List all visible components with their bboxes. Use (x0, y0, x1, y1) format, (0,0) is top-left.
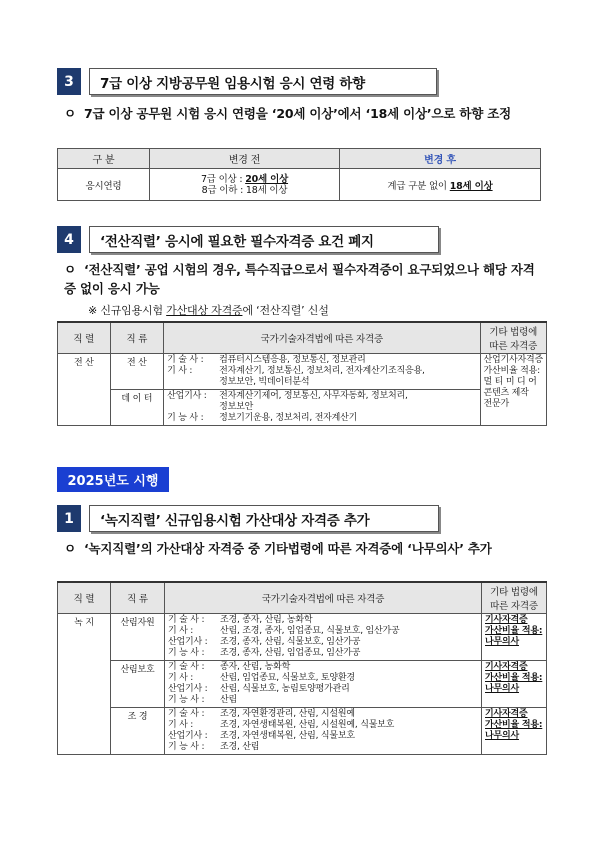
category-cell: 데 이 터 (110, 390, 164, 426)
before-line-1 (153, 174, 336, 185)
cert-list: 정보보안, 빅데이터분석 (219, 377, 310, 387)
section-title: ‘전산직렬’ 응시에 필요한 필수자격증 요건 폐지 (89, 226, 439, 253)
section-3-header (57, 68, 437, 95)
category-cell: 산림보호 (111, 661, 165, 708)
cert-line (168, 709, 478, 720)
other-line: 나무의사 (485, 731, 519, 741)
other-cert-cell (482, 708, 547, 755)
other-line: 전문가 (483, 399, 510, 409)
header-other-cert: 기타 법령에 따른 자격증 (480, 322, 546, 354)
cert-list: 조경, 자연생태복원, 산림, 식물보호 (220, 731, 355, 741)
cert-level: 기 능 사 : (168, 695, 205, 705)
other-line: 산업기사자격증 (483, 355, 543, 365)
other-line: 기사자격증 (485, 662, 528, 672)
cert-line (168, 742, 478, 753)
header-category: 직 류 (111, 582, 165, 614)
cert-list: 전자계산기제어, 정보통신, 사무자동화, 정보처리, (219, 391, 408, 401)
header-national-cert: 국가기술자격법에 따른 자격증 (165, 582, 482, 614)
cert-line (168, 615, 478, 626)
cert-level: 기 술 사 : (167, 355, 204, 365)
age-change-table (57, 148, 541, 201)
header-other-cert: 기타 법령에 따른 자격증 (482, 582, 547, 614)
cert-line (167, 366, 476, 377)
header-series: 직 렬 (58, 582, 111, 614)
cert-cell (165, 661, 482, 708)
section-number: 1 (57, 505, 81, 532)
series-cell: 녹 지 (58, 614, 111, 755)
after-prefix: 계급 구분 없이 (387, 180, 450, 192)
other-line: 나무의사 (485, 637, 519, 647)
before-cell (150, 169, 340, 201)
green-cert-table (57, 581, 547, 755)
header-series: 직 렬 (58, 322, 111, 354)
other-cert-cell (482, 661, 547, 708)
before-value: 20세 이상 (245, 173, 289, 185)
cert-cell (164, 354, 480, 390)
section-1-header (57, 505, 439, 532)
cert-level: 산업기사 : (168, 637, 208, 647)
cert-list: 산림, 조경, 종자, 임업종묘, 식물보호, 임산가공 (220, 626, 400, 636)
cert-list: 조경, 종자, 산림, 식물보호, 임산가공 (220, 637, 361, 647)
note-prefix: ※ 신규임용시험 (88, 304, 167, 317)
cert-cell (165, 708, 482, 755)
cert-level: 기 능 사 : (168, 648, 205, 658)
other-line: 가산비율 적용: (485, 626, 543, 636)
cert-level: 산업기사 : (167, 391, 207, 401)
cert-level: 산업기사 : (168, 684, 208, 694)
row-label: 응시연령 (58, 169, 150, 201)
category-cell: 산림자원 (111, 614, 165, 661)
cert-line (167, 355, 476, 366)
bullet-text: 7급 이상 공무원 시험 응시 연령을 ‘20세 이상’에서 ‘18세 이상’으로 하향 조정 (84, 106, 511, 121)
cert-list: 조경, 종자, 산림, 농화학 (220, 615, 313, 625)
cert-line (167, 413, 476, 424)
category-cell: 전 산 (110, 354, 164, 390)
cert-level: 산업기사 : (168, 731, 208, 741)
category-cell: 조 경 (111, 708, 165, 755)
note-underlined: 가산대상 자격증 (166, 304, 243, 317)
section-3-bullet (64, 104, 544, 123)
cert-line (168, 673, 478, 684)
other-line: 가산비율 적용: (485, 673, 543, 683)
header-category: 직 류 (110, 322, 164, 354)
section-1-bullet (64, 539, 544, 558)
cert-list: 조경, 자연환경관리, 산림, 시설원예 (220, 709, 355, 719)
other-cert-cell (482, 614, 547, 661)
cert-line (168, 731, 478, 742)
cert-level: 기 사 : (168, 626, 194, 636)
bullet-text: ‘녹지직렬’의 가산대상 자격증 중 기타법령에 따른 자격증에 ‘나무의사’ 추가 (84, 541, 492, 556)
section-title: 7급 이상 지방공무원 임용시험 응시 연령 하향 (89, 68, 437, 95)
header-after: 변경 후 (340, 149, 541, 169)
other-line: 멀 티 미 디 어 (483, 377, 537, 387)
cert-level: 기 술 사 : (168, 709, 205, 719)
cert-line (168, 720, 478, 731)
cert-line (168, 662, 478, 673)
cert-line (167, 377, 476, 388)
other-line: 나무의사 (485, 684, 519, 694)
cert-list: 조경, 자연생태복원, 산림, 시설원예, 식물보호 (220, 720, 395, 730)
cert-level: 기 술 사 : (168, 615, 205, 625)
cert-cell (165, 614, 482, 661)
cert-list: 산림, 식물보호, 농림토양평가관리 (220, 684, 350, 694)
cert-line (167, 402, 476, 413)
cert-list: 컴퓨터시스템응용, 정보통신, 정보관리 (219, 355, 366, 365)
other-cert-cell (480, 354, 546, 426)
section-number: 3 (57, 68, 81, 95)
year-badge: 2025년도 시행 (57, 467, 169, 492)
section-title: ‘녹지직렬’ 신규임용시험 가산대상 자격증 추가 (89, 505, 439, 532)
cert-list: 조경, 산림 (220, 742, 260, 752)
cert-line (168, 648, 478, 659)
it-cert-table (57, 321, 547, 426)
cert-level: 기 사 : (167, 366, 193, 376)
cert-level: 기 능 사 : (167, 413, 204, 423)
header-before: 변경 전 (150, 149, 340, 169)
bullet-mark: ㅇ (64, 262, 76, 277)
cert-line (168, 695, 478, 706)
cert-list: 정보보안 (219, 402, 254, 412)
section-4-header (57, 226, 439, 253)
after-cell (340, 169, 541, 201)
cert-list: 조경, 종자, 산림, 임업종묘, 임산가공 (220, 648, 361, 658)
bullet-mark: ㅇ (64, 541, 76, 556)
other-line: 콘텐츠 제작 (483, 388, 529, 398)
cert-level: 기 술 사 : (168, 662, 205, 672)
other-line: 가산비율 적용: (483, 366, 540, 376)
cert-line (168, 626, 478, 637)
cert-line (168, 684, 478, 695)
other-line: 가산비율 적용: (485, 720, 543, 730)
after-value: 18세 이상 (449, 180, 493, 192)
before-prefix: 7급 이상 : (200, 173, 246, 185)
cert-level: 기 사 : (168, 720, 194, 730)
header-category: 구 분 (58, 149, 150, 169)
section-number: 4 (57, 226, 81, 253)
header-national-cert: 국가기술자격법에 따른 자격증 (164, 322, 480, 354)
before-line-2: 8급 이하 : 18세 이상 (201, 184, 288, 196)
bullet-text: ‘전산직렬’ 공업 시험의 경우, 특수직급으로서 필수자격증이 요구되었으나 해당 자격증 없이 응시 가능 (64, 262, 535, 296)
cert-list: 산림, 임업종묘, 식물보호, 토양환경 (220, 673, 355, 683)
cert-cell (164, 390, 480, 426)
cert-list: 종자, 산림, 농화학 (220, 662, 291, 672)
cert-list: 정보기기운용, 정보처리, 전자계산기 (219, 413, 358, 423)
cert-list: 전자계산기, 정보통신, 정보처리, 전자계산기조직응용, (219, 366, 425, 376)
other-line: 기사자격증 (485, 615, 528, 625)
section-4-bullet (64, 260, 544, 298)
cert-level: 기 사 : (168, 673, 194, 683)
cert-line (167, 391, 476, 402)
section-4-note (88, 302, 329, 318)
note-suffix: 에 ‘전산직렬’ 신설 (242, 304, 329, 317)
series-cell: 전 산 (58, 354, 111, 426)
other-line: 기사자격증 (485, 709, 528, 719)
cert-level: 기 능 사 : (168, 742, 205, 752)
bullet-mark: ㅇ (64, 106, 76, 121)
cert-list: 산림 (220, 695, 237, 705)
cert-line (168, 637, 478, 648)
